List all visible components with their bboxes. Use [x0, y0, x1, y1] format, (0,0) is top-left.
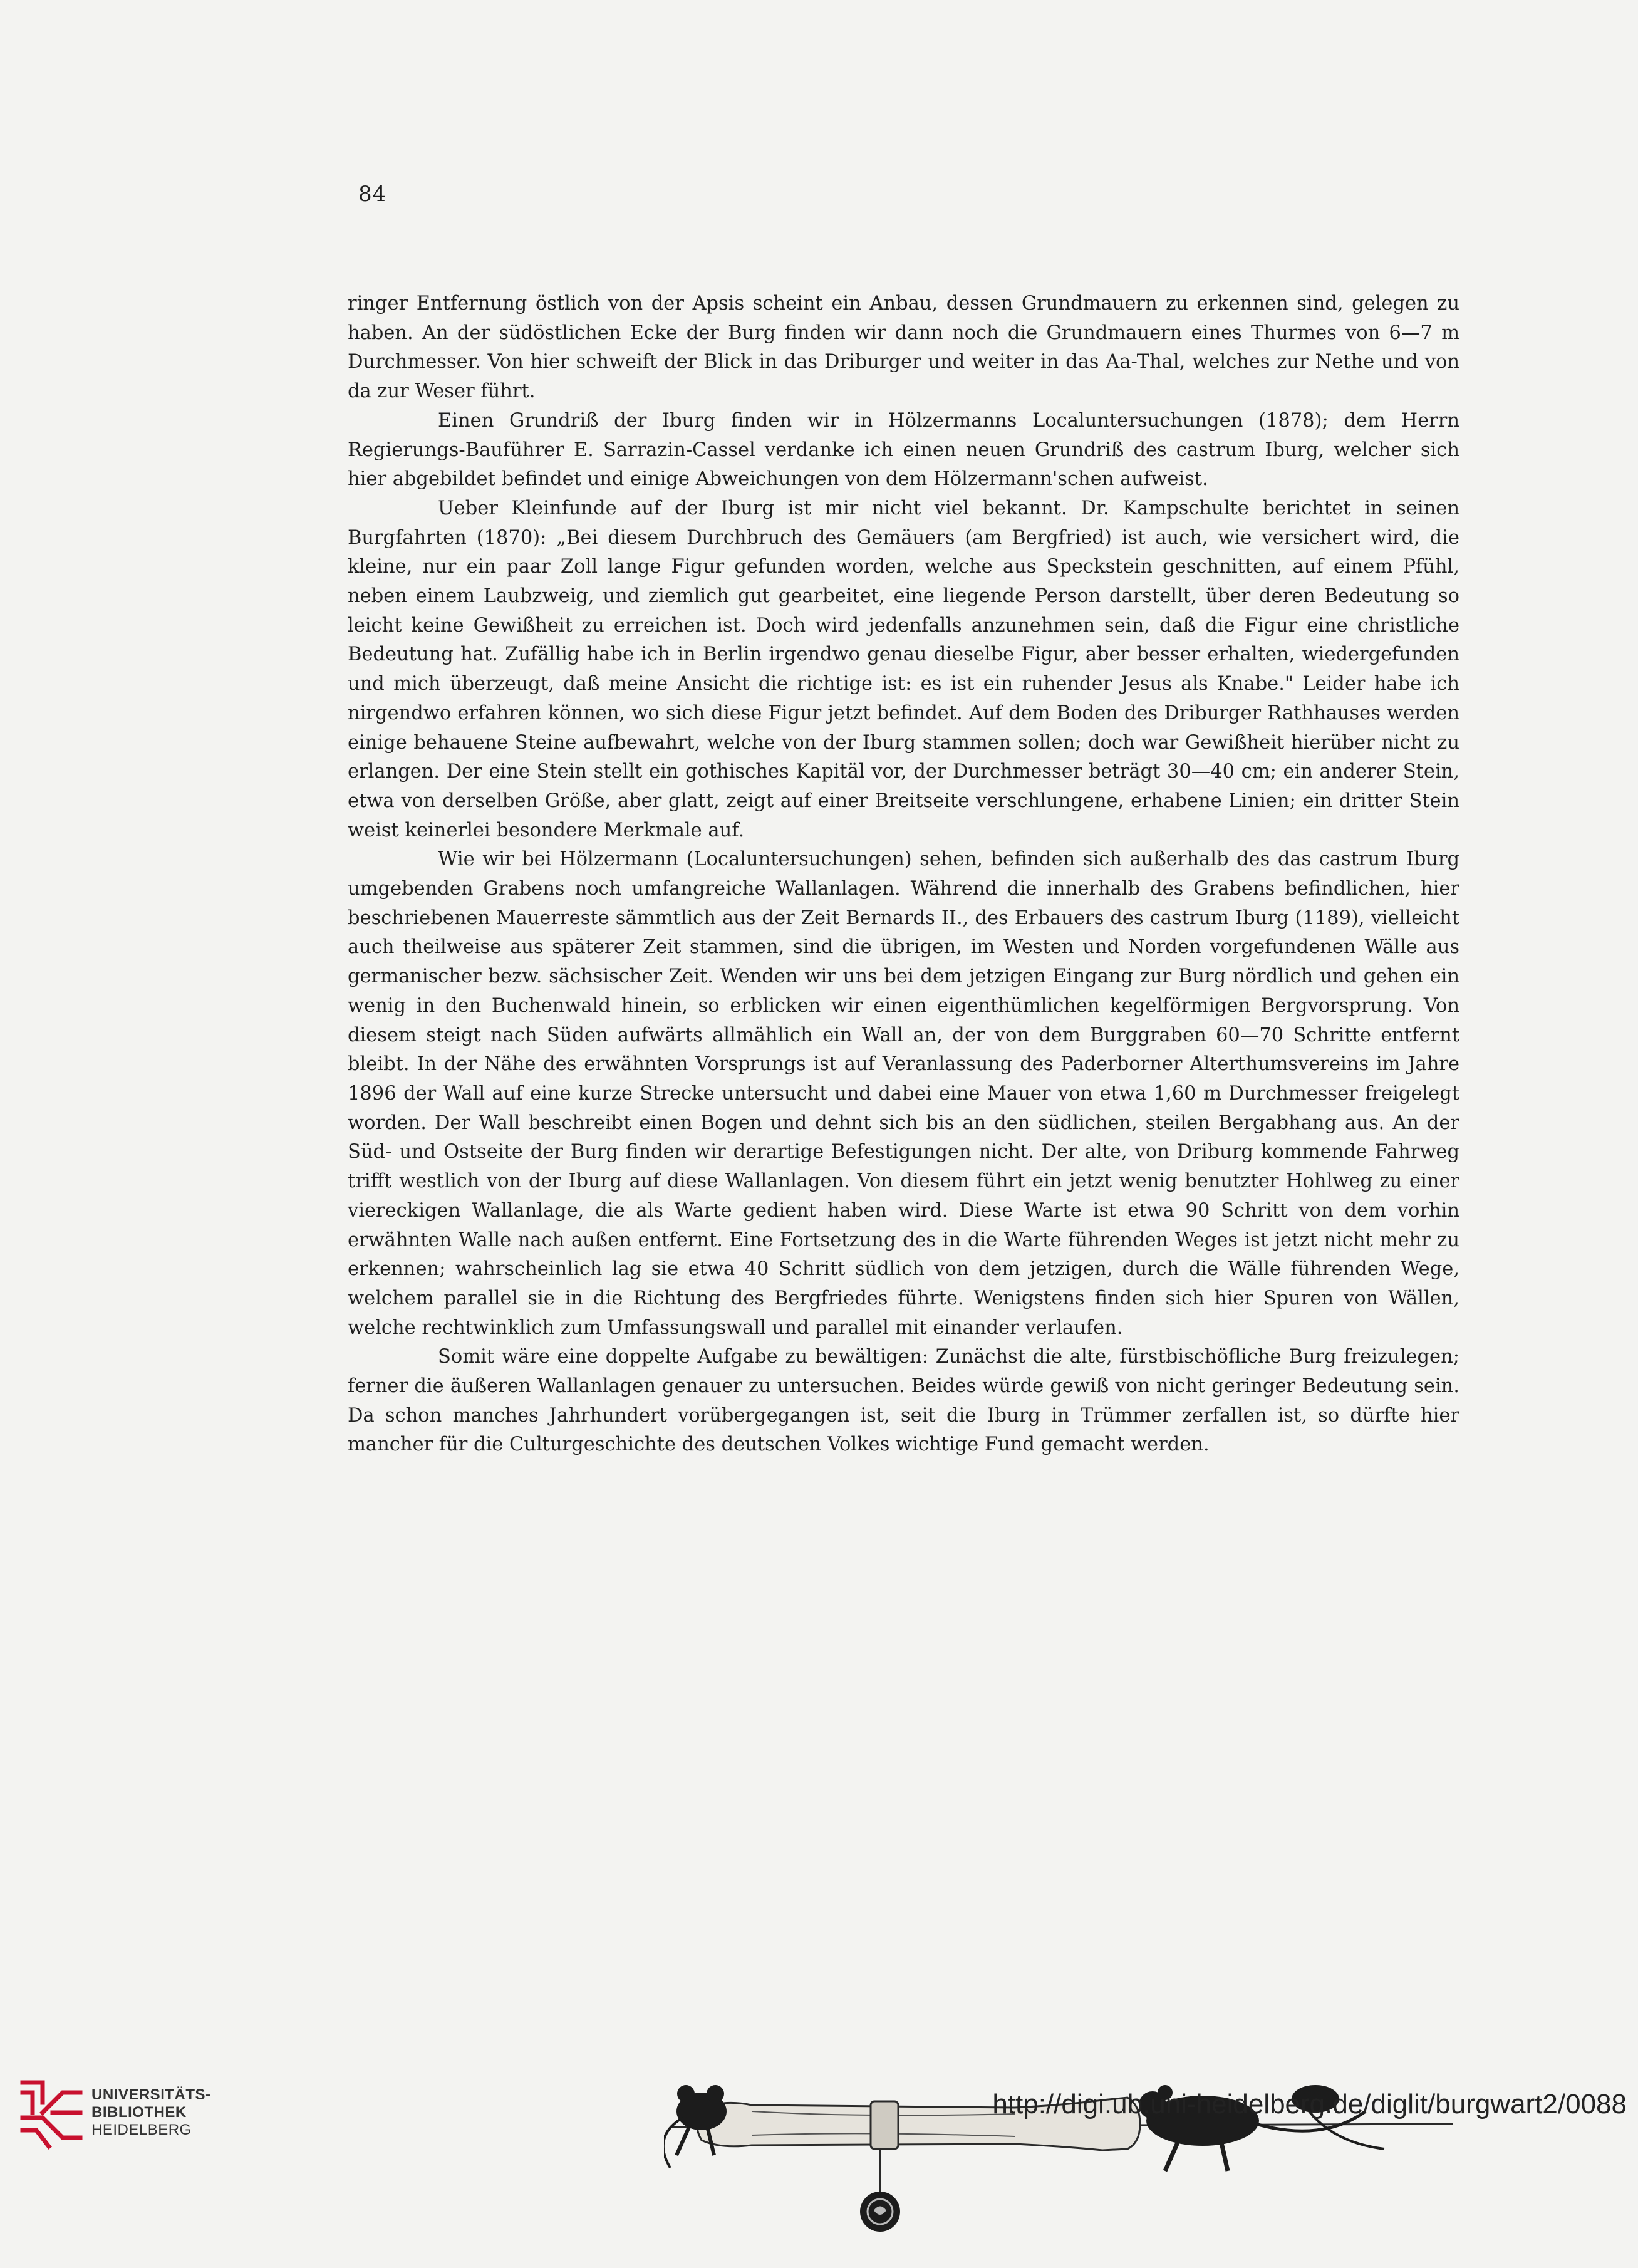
paragraph: Einen Grundriß der Iburg finden wir in Hölzermanns Localuntersuchungen (1878); dem Herrn Regierungs-Bauführer E. Sarrazin-Cassel verdanke ich einen neuen Grundriß des castrum Iburg, welcher sich hier abgebildet befindet und einige Abweichungen von dem Hölzermann'schen aufweist. — [348, 409, 1459, 491]
university-library-logo-icon — [18, 2078, 85, 2151]
library-name-line: HEIDELBERG — [91, 2121, 192, 2138]
paragraph: Wie wir bei Hölzermann (Localuntersuchungen) sehen, befinden sich außerhalb des das castrum Iburg umgebenden Grabens noch umfangreiche Wallanlagen. Während die innerhalb des Grabens befindlichen, hier beschriebenen Mauerreste sämmtlich aus der Zeit Bernards II., des Erbauers des castrum Iburg (1189), vielleicht auch theilweise aus späterer Zeit stammen, sind die übrigen, im Westen und Norden vorgefundenen Wälle aus germanischer bezw. sächsischer Zeit. Wenden wir uns bei dem jetzigen Eingang zur Burg nördlich und gehen ein wenig in den Buchenwald hinein, so erblicken wir einen eigenthümlichen kegelförmigen Bergvorsprung. Von diesem steigt nach Süden aufwärts allmählich ein Wall an, der von dem Burggraben 60—70 Schritte entfernt bleibt. In der Nähe des erwähnten Vorsprungs ist auf Veranlassung des Paderborner Alterthumsvereins im Jahre 1896 der Wall auf eine kurze Strecke untersucht und dabei eine Mauer von etwa 1,60 m Durchmesser freigelegt worden. Der Wall beschreibt einen Bogen und dehnt sich bis an den südlichen, steilen Bergabhang aus. An der Süd- und Ostseite der Burg finden wir derartige Befestigungen nicht. Der alte, von Driburg kommende Fahrweg trifft westlich von der Iburg auf diese Wallanlagen. Von diesem führt ein jetzt wenig benutzter Hohlweg zu einer viereckigen Wallanlage, die als Warte gedient haben wird. Diese Warte ist etwa 90 Schritt von dem vorhin erwähnten Walle nach außen entfernt. Eine Fortsetzung des in die Warte führenden Weges ist jetzt nicht mehr zu erkennen; wahrscheinlich lag sie etwa 40 Schritt südlich von dem jetzigen, durch die Wälle führenden Wege, welchem parallel sie in die Richtung des Bergfriedes führte. Wenigstens finden sich hier Spuren von Wällen, welche rechtwinklich zum Umfassungswall und parallel mit einander verlaufen. — [348, 848, 1459, 1339]
paragraph: Ueber Kleinfunde auf der Iburg ist mir nicht viel bekannt. Dr. Kampschulte berichtet in seinen Burgfahrten (1870): „Bei diesem Durchbruch des Gemäuers (am Bergfried) ist auch, wie versichert wird, die kleine, nur ein paar Zoll lange Figur gefunden worden, welche aus Speckstein geschnitten, auf einem Pfühl, neben einem Laubzweig, und ziemlich gut gearbeitet, eine liegende Person darstellt, über deren Bedeutung so leicht keine Gewißheit zu erreichen ist. Doch wird jedenfalls anzunehmen sein, daß die Figur eine christliche Bedeutung hat. Zufällig habe ich in Berlin irgendwo genau dieselbe Figur, aber besser erhalten, wiedergefunden und mich überzeugt, daß meine Ansicht die richtige ist: es ist ein ruhender Jesus als Knabe." Leider habe ich nirgendwo erfahren können, wo sich diese Figur jetzt befindet. Auf dem Boden des Driburger Rathhauses werden einige behauene Steine aufbewahrt, welche von der Iburg stammen sollen; doch war Gewißheit hierüber nicht zu erlangen. Der eine Stein stellt ein gothisches Kapitäl vor, der Durchmesser beträgt 30—40 cm; ein anderer Stein, etwa von derselben Größe, aber glatt, zeigt auf einer Breitseite verschlungene, erhabene Linien; ein dritter Stein weist keinerlei besondere Merkmale auf. — [348, 497, 1459, 841]
paragraph: ringer Entfernung östlich von der Apsis scheint ein Anbau, dessen Grundmauern zu erkennen sind, gelegen zu haben. An der südöstlichen Ecke der Burg finden wir dann noch die Grundmauern eines Thurmes von 6—7 m Durchmesser. Von hier schweift der Blick in das Driburger und weiter in das Aa-Thal, welches zur Nethe und von da zur Weser führt. — [348, 293, 1459, 403]
footer — [0, 2029, 1638, 2192]
body-text — [348, 289, 1459, 1460]
library-name-line: BIBLIOTHEK — [91, 2104, 187, 2121]
library-name — [91, 2086, 211, 2139]
page-number: 84 — [358, 182, 387, 207]
paragraph: Somit wäre eine doppelte Aufgabe zu bewältigen: Zunächst die alte, fürstbischöfliche Burg freizulegen; ferner die äußeren Wallanlagen genauer zu untersuchen. Beides würde gewiß von nicht geringer Bedeutung sein. Da schon manches Jahrhundert vorübergegangen ist, seit die Iburg in Trümmer zerfallen ist, so dürfte hier mancher für die Culturgeschichte des deutschen Volkes wichtige Fund gemacht werden. — [348, 1346, 1459, 1456]
library-name-line: UNIVERSITÄTS- — [91, 2086, 211, 2103]
source-url-link[interactable]: http://digi.ub.uni-heidelberg.de/diglit/burgwart2/0088 — [992, 2089, 1627, 2120]
